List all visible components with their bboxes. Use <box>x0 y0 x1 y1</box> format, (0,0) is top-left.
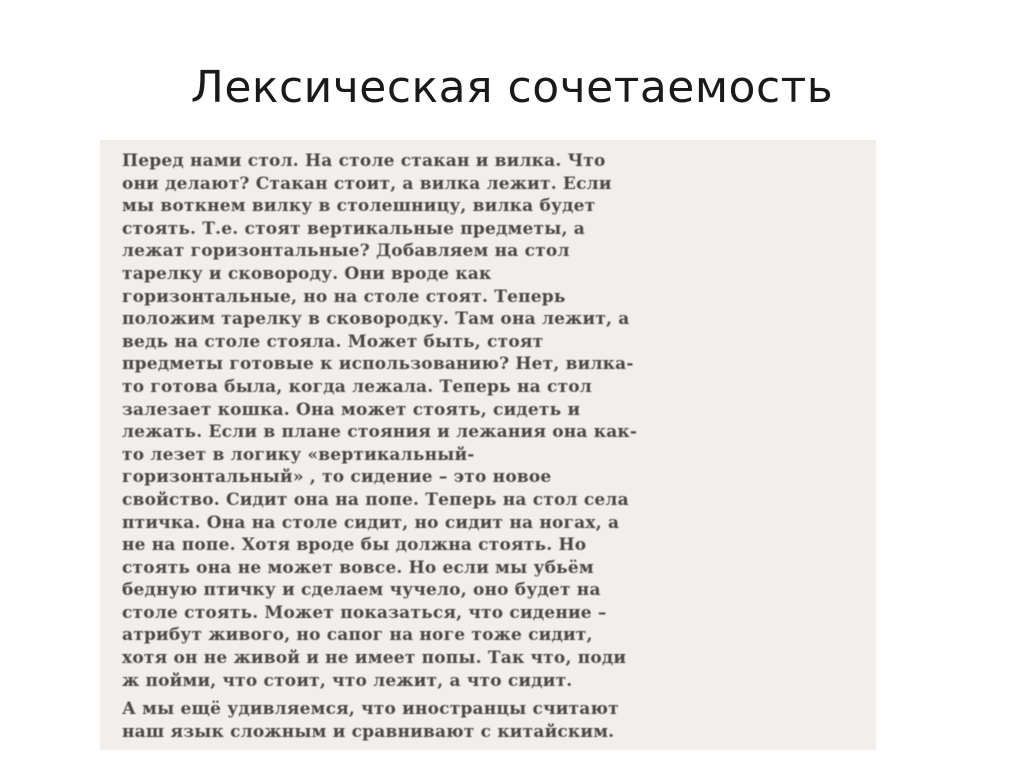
text-line: стоять. Т.е. стоят вертикальные предметы, а <box>122 218 585 239</box>
text-line: ведь на столе стояла. Может быть, стоят <box>122 331 544 352</box>
text-line: предметы готовые к использованию? Нет, вилка- <box>122 354 634 375</box>
text-line: лежать. Если в плане стояния и лежания она как- <box>122 422 638 443</box>
text-line: ж пойми, что стоит, что лежит, а что сидит. <box>122 670 573 691</box>
scanned-text-image <box>100 140 876 750</box>
text-line: мы воткнем вилку в столешницу, вилка будет <box>122 196 596 217</box>
text-line: то готова была, когда лежала. Теперь на стол <box>122 376 592 397</box>
text-line: они делают? Стакан стоит, а вилка лежит. Если <box>122 173 612 194</box>
text-line: залезает кошка. Она может стоять, сидеть и <box>122 399 581 420</box>
text-line: А мы ещё удивляемся, что иностранцы считают <box>122 699 619 720</box>
text-line: свойство. Сидит она на попе. Теперь на стол села <box>122 489 629 510</box>
slide-title: Лексическая сочетаемость <box>190 62 834 113</box>
text-line: Перед нами стол. На столе стакан и вилка. Что <box>122 151 606 171</box>
text-line: атрибут живого, но сапог на ноге тоже сидит, <box>122 625 593 646</box>
scan-paragraph-1 <box>122 150 850 692</box>
text-line: наш язык сложным и сравнивают с китайским. <box>122 721 615 742</box>
text-line: горизонтальный» , то сидение – это новое <box>122 467 552 488</box>
text-line: хотя он не живой и не имеет попы. Так что, поди <box>122 648 627 669</box>
text-line: то лезет в логику «вертикальный- <box>122 444 475 465</box>
text-line: тарелку и сковороду. Они вроде как <box>122 263 492 284</box>
text-line: лежат горизонтальные? Добавляем на стол <box>122 241 570 262</box>
text-line: бедную птичку и сделаем чучело, оно будет на <box>122 580 601 601</box>
text-line: стоять она не может вовсе. Но если мы убьём <box>122 557 594 578</box>
text-line: птичка. Она на столе сидит, но сидит на ногах, а <box>122 512 620 533</box>
scan-paragraph-2 <box>122 698 850 743</box>
text-line: столе стоять. Может показаться, что сидение – <box>122 602 607 623</box>
text-line: горизонтальные, но на столе стоят. Теперь <box>122 286 566 307</box>
text-line: не на попе. Хотя вроде бы должна стоять. Но <box>122 535 587 556</box>
text-line: положим тарелку в сковородку. Там она лежит, а <box>122 309 630 330</box>
